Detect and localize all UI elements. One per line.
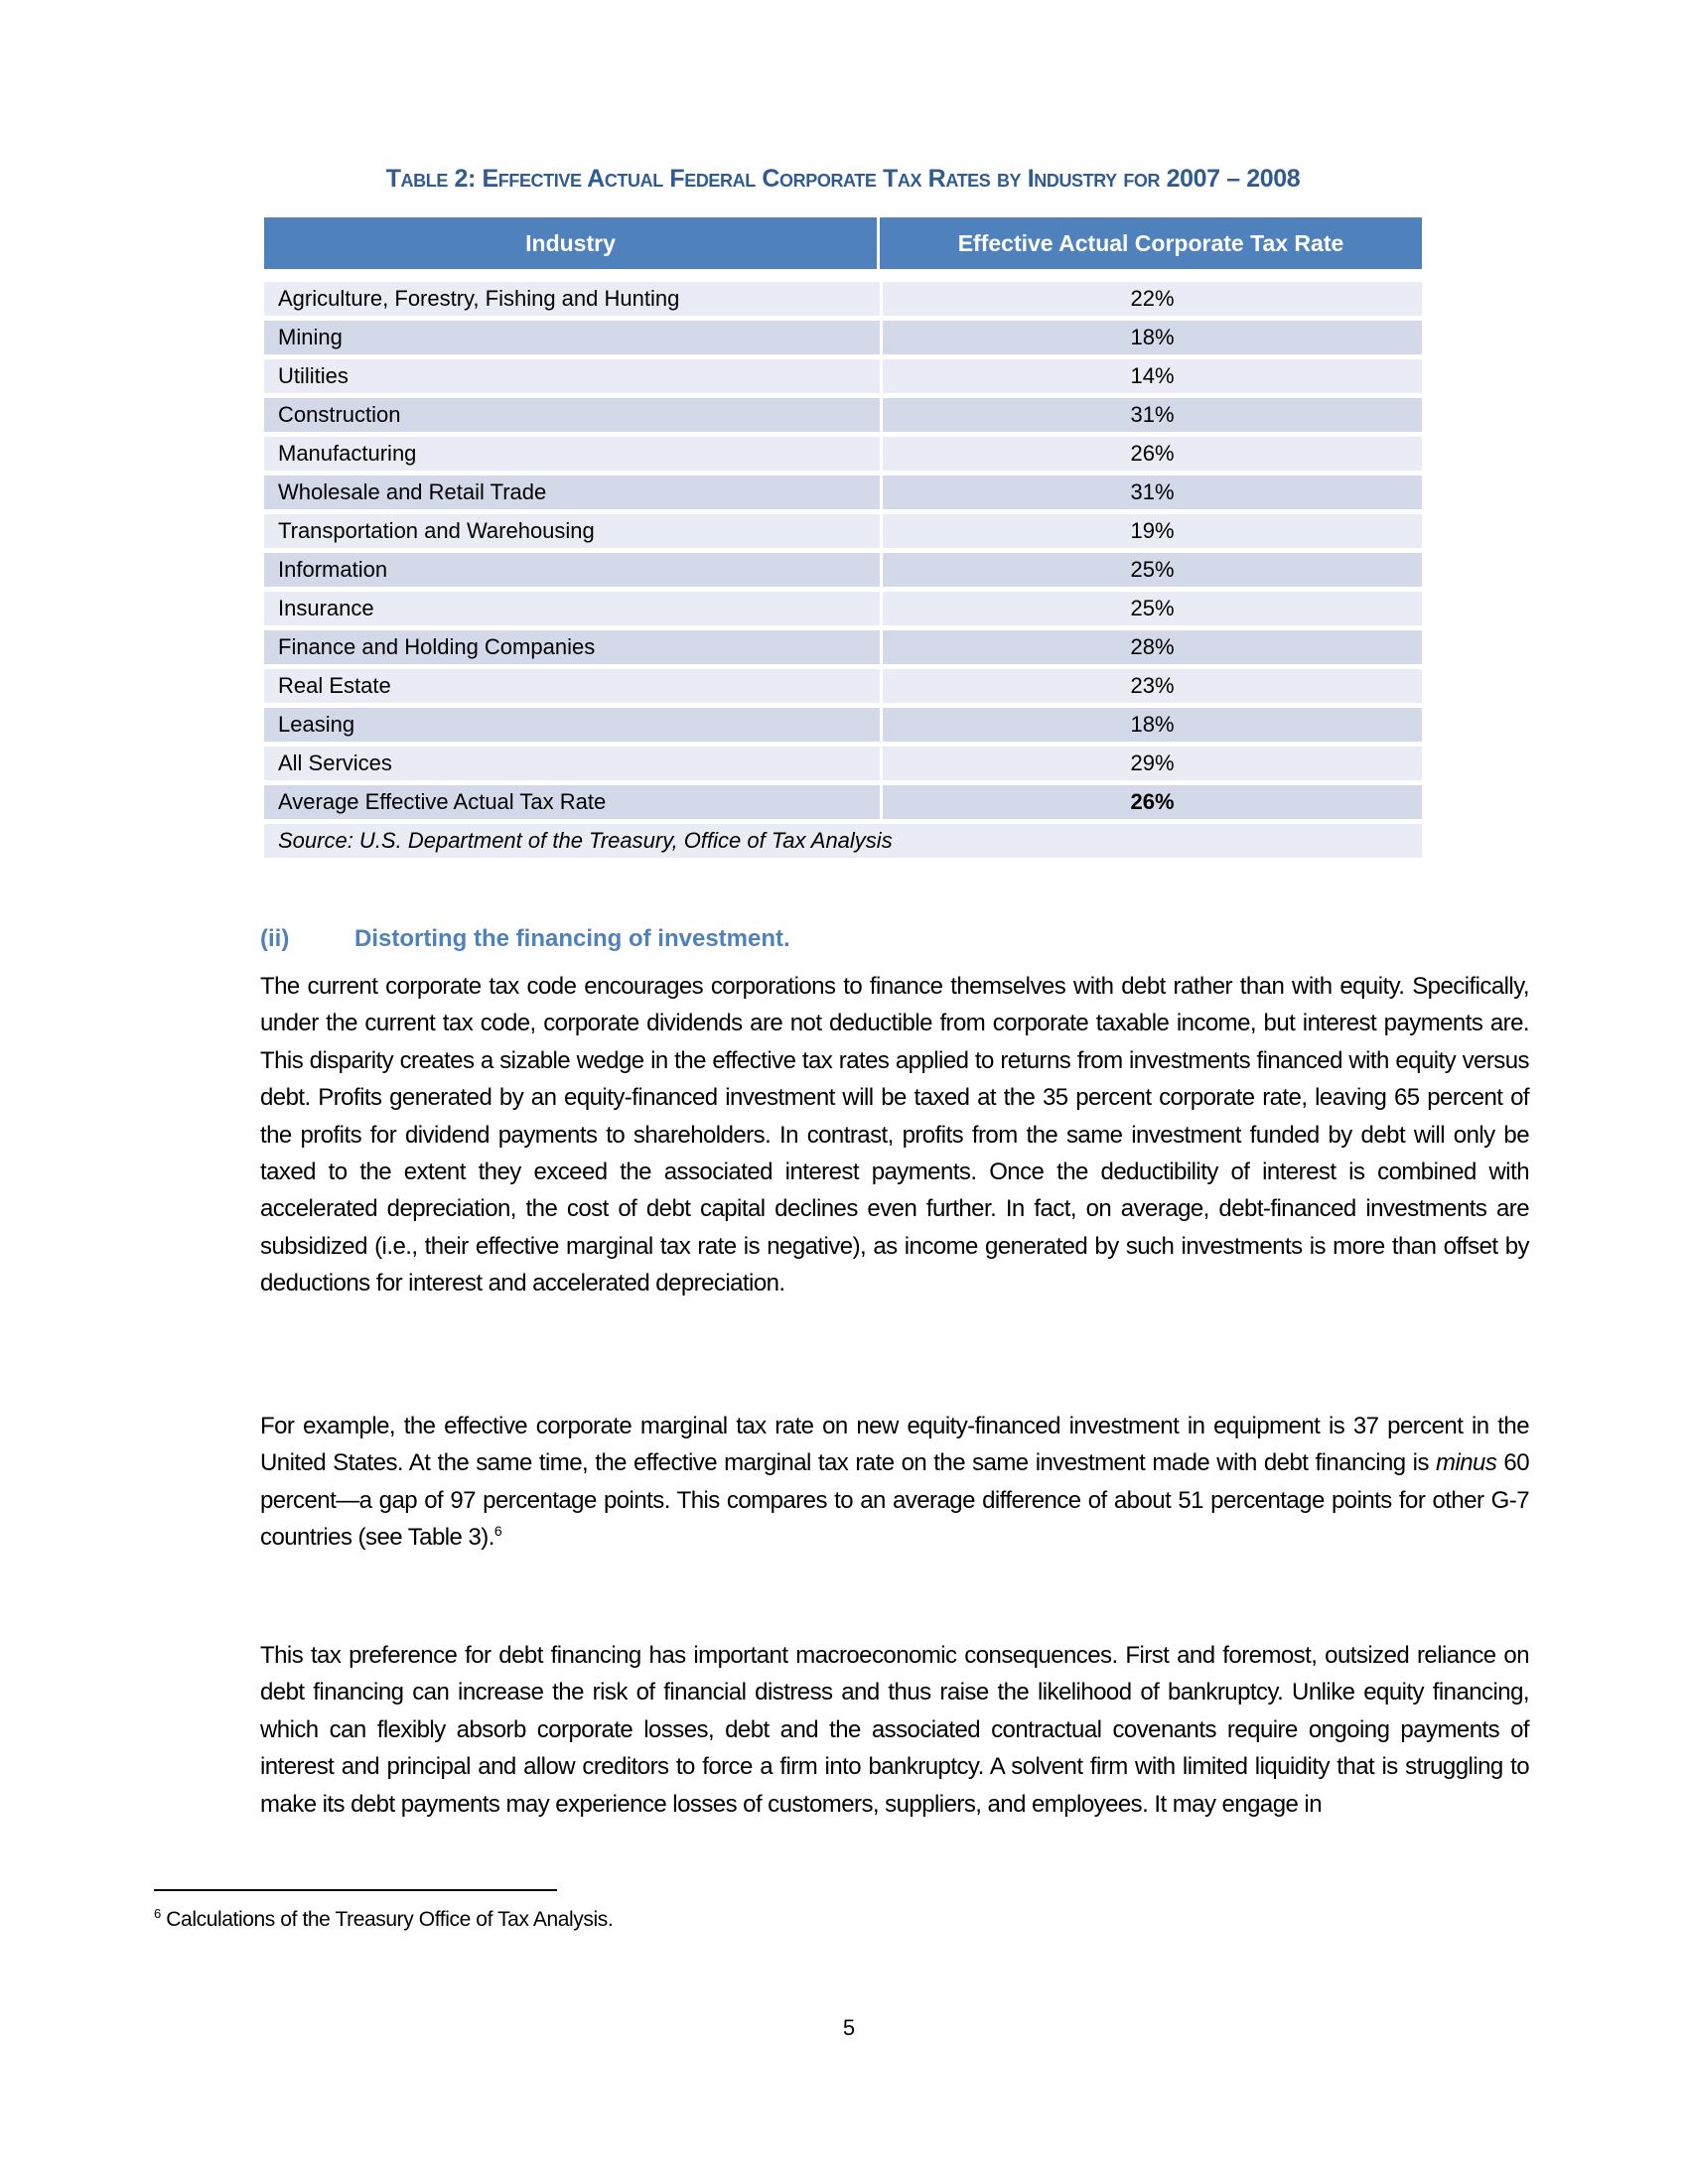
- source-note: Source: U.S. Department of the Treasury, Office of Tax Analysis: [264, 824, 1422, 863]
- table-row: [264, 359, 1422, 398]
- paragraph-consequences: This tax preference for debt financing has important macroeconomic consequences. First and foremost, outsized reliance on debt financing can increase the risk of financial distress and thus raise the likelihood of bankruptcy. Unlike equity financing, which can flexibly absorb corporate losses, debt and the associated contractual covenants require ongoing payments of interest and principal and allow creditors to force a firm into bankruptcy. A solvent firm with limited liquidity that is struggling to make its debt payments may experience losses of customers, suppliers, and employees. It may engage in: [260, 1642, 1529, 1818]
- industry-cell: Agriculture, Forestry, Fishing and Hunting: [264, 282, 880, 321]
- paragraph-example-text-a: For example, the effective corporate marginal tax rate on new equity-financed investment in equipment is 37 percent in the United States. At the same time, the effective marginal tax rate on the same investment made with debt financing is: [260, 1413, 1529, 1477]
- table-row: [264, 398, 1422, 437]
- paragraph-debt-vs-equity: The current corporate tax code encourages corporations to finance themselves with debt rather than with equity. Specifically, under the current tax code, corporate dividends are not deductible from corporate taxable income, but interest payments are. This disparity creates a sizable wedge in the effective tax rates applied to returns from investments financed with equity versus debt. Profits generated by an equity-financed investment will be taxed at the 35 percent corporate rate, leaving 65 percent of the profits for dividend payments to shareholders. In contrast, profits from the same investment funded by debt will only be taxed to the extent they exceed the associated interest payments. Once the deductibility of interest is combined with accelerated depreciation, the cost of debt capital declines even further. In fact, on average, debt-financed investments are subsidized (i.e., their effective marginal tax rate is negative), as income generated by such investments is more than offset by deductions for interest and accelerated depreciation.: [260, 973, 1529, 1297]
- industry-cell: Mining: [264, 321, 880, 359]
- rate-cell: 29%: [880, 747, 1422, 785]
- section-heading: [260, 925, 790, 953]
- table-row: [264, 669, 1422, 708]
- rate-cell: 18%: [880, 321, 1422, 359]
- industry-cell: Construction: [264, 398, 880, 437]
- source-row: [264, 824, 1422, 863]
- emphasis-minus: minus: [1436, 1449, 1497, 1477]
- table-row: [264, 708, 1422, 747]
- table-row: [264, 282, 1422, 321]
- rate-cell: 23%: [880, 669, 1422, 708]
- industry-cell: Manufacturing: [264, 437, 880, 476]
- table-row: [264, 437, 1422, 476]
- rate-cell: 26%: [880, 437, 1422, 476]
- industry-cell: Information: [264, 553, 880, 592]
- table-row: [264, 785, 1422, 824]
- paragraph-example-text-b: 60 percent—a gap of 97 percentage points. This compares to an average difference of about 51 percentage points for other G-7 countries (see Table 3).: [260, 1449, 1529, 1552]
- industry-cell: Leasing: [264, 708, 880, 747]
- industry-cell: Utilities: [264, 359, 880, 398]
- table-row: [264, 553, 1422, 592]
- footnote: [154, 1908, 613, 1932]
- table-row: [264, 514, 1422, 553]
- industry-cell: Transportation and Warehousing: [264, 514, 880, 553]
- rate-cell: 25%: [880, 553, 1422, 592]
- footnote-marker: 6: [154, 1906, 161, 1921]
- rate-cell: 14%: [880, 359, 1422, 398]
- industry-cell: Finance and Holding Companies: [264, 630, 880, 669]
- rate-cell: 22%: [880, 282, 1422, 321]
- section-number: (ii): [260, 925, 290, 952]
- rate-cell: 31%: [880, 398, 1422, 437]
- industry-cell: Wholesale and Retail Trade: [264, 476, 880, 514]
- header-industry: Industry: [264, 217, 880, 269]
- rate-cell: 31%: [880, 476, 1422, 514]
- footnote-text: Calculations of the Treasury Office of Tax Analysis.: [160, 1908, 614, 1931]
- header-rate: Effective Actual Corporate Tax Rate: [880, 217, 1422, 269]
- industry-cell: All Services: [264, 747, 880, 785]
- table-row: [264, 321, 1422, 359]
- table-header-row: [264, 217, 1422, 269]
- rate-cell: 25%: [880, 592, 1422, 630]
- table-row: [264, 476, 1422, 514]
- industry-cell: Real Estate: [264, 669, 880, 708]
- footnote-reference[interactable]: 6: [493, 1523, 502, 1540]
- rate-cell: 18%: [880, 708, 1422, 747]
- paragraph-example: [260, 1408, 1529, 1557]
- rate-cell: 26%: [880, 785, 1422, 824]
- tax-rate-table: [264, 217, 1422, 863]
- table-row: [264, 630, 1422, 669]
- header-spacer: [264, 269, 1422, 282]
- table-row: [264, 592, 1422, 630]
- table-row: [264, 747, 1422, 785]
- table-title: Table 2: Effective Actual Federal Corporate Tax Rates by Industry for 2007 – 2008: [385, 165, 1301, 193]
- industry-cell: Insurance: [264, 592, 880, 630]
- section-title: Distorting the financing of investment.: [354, 925, 790, 952]
- rate-cell: 28%: [880, 630, 1422, 669]
- industry-cell: Average Effective Actual Tax Rate: [264, 785, 880, 824]
- page-number: 5: [842, 2015, 856, 2040]
- footnote-separator: [154, 1889, 557, 1891]
- rate-cell: 19%: [880, 514, 1422, 553]
